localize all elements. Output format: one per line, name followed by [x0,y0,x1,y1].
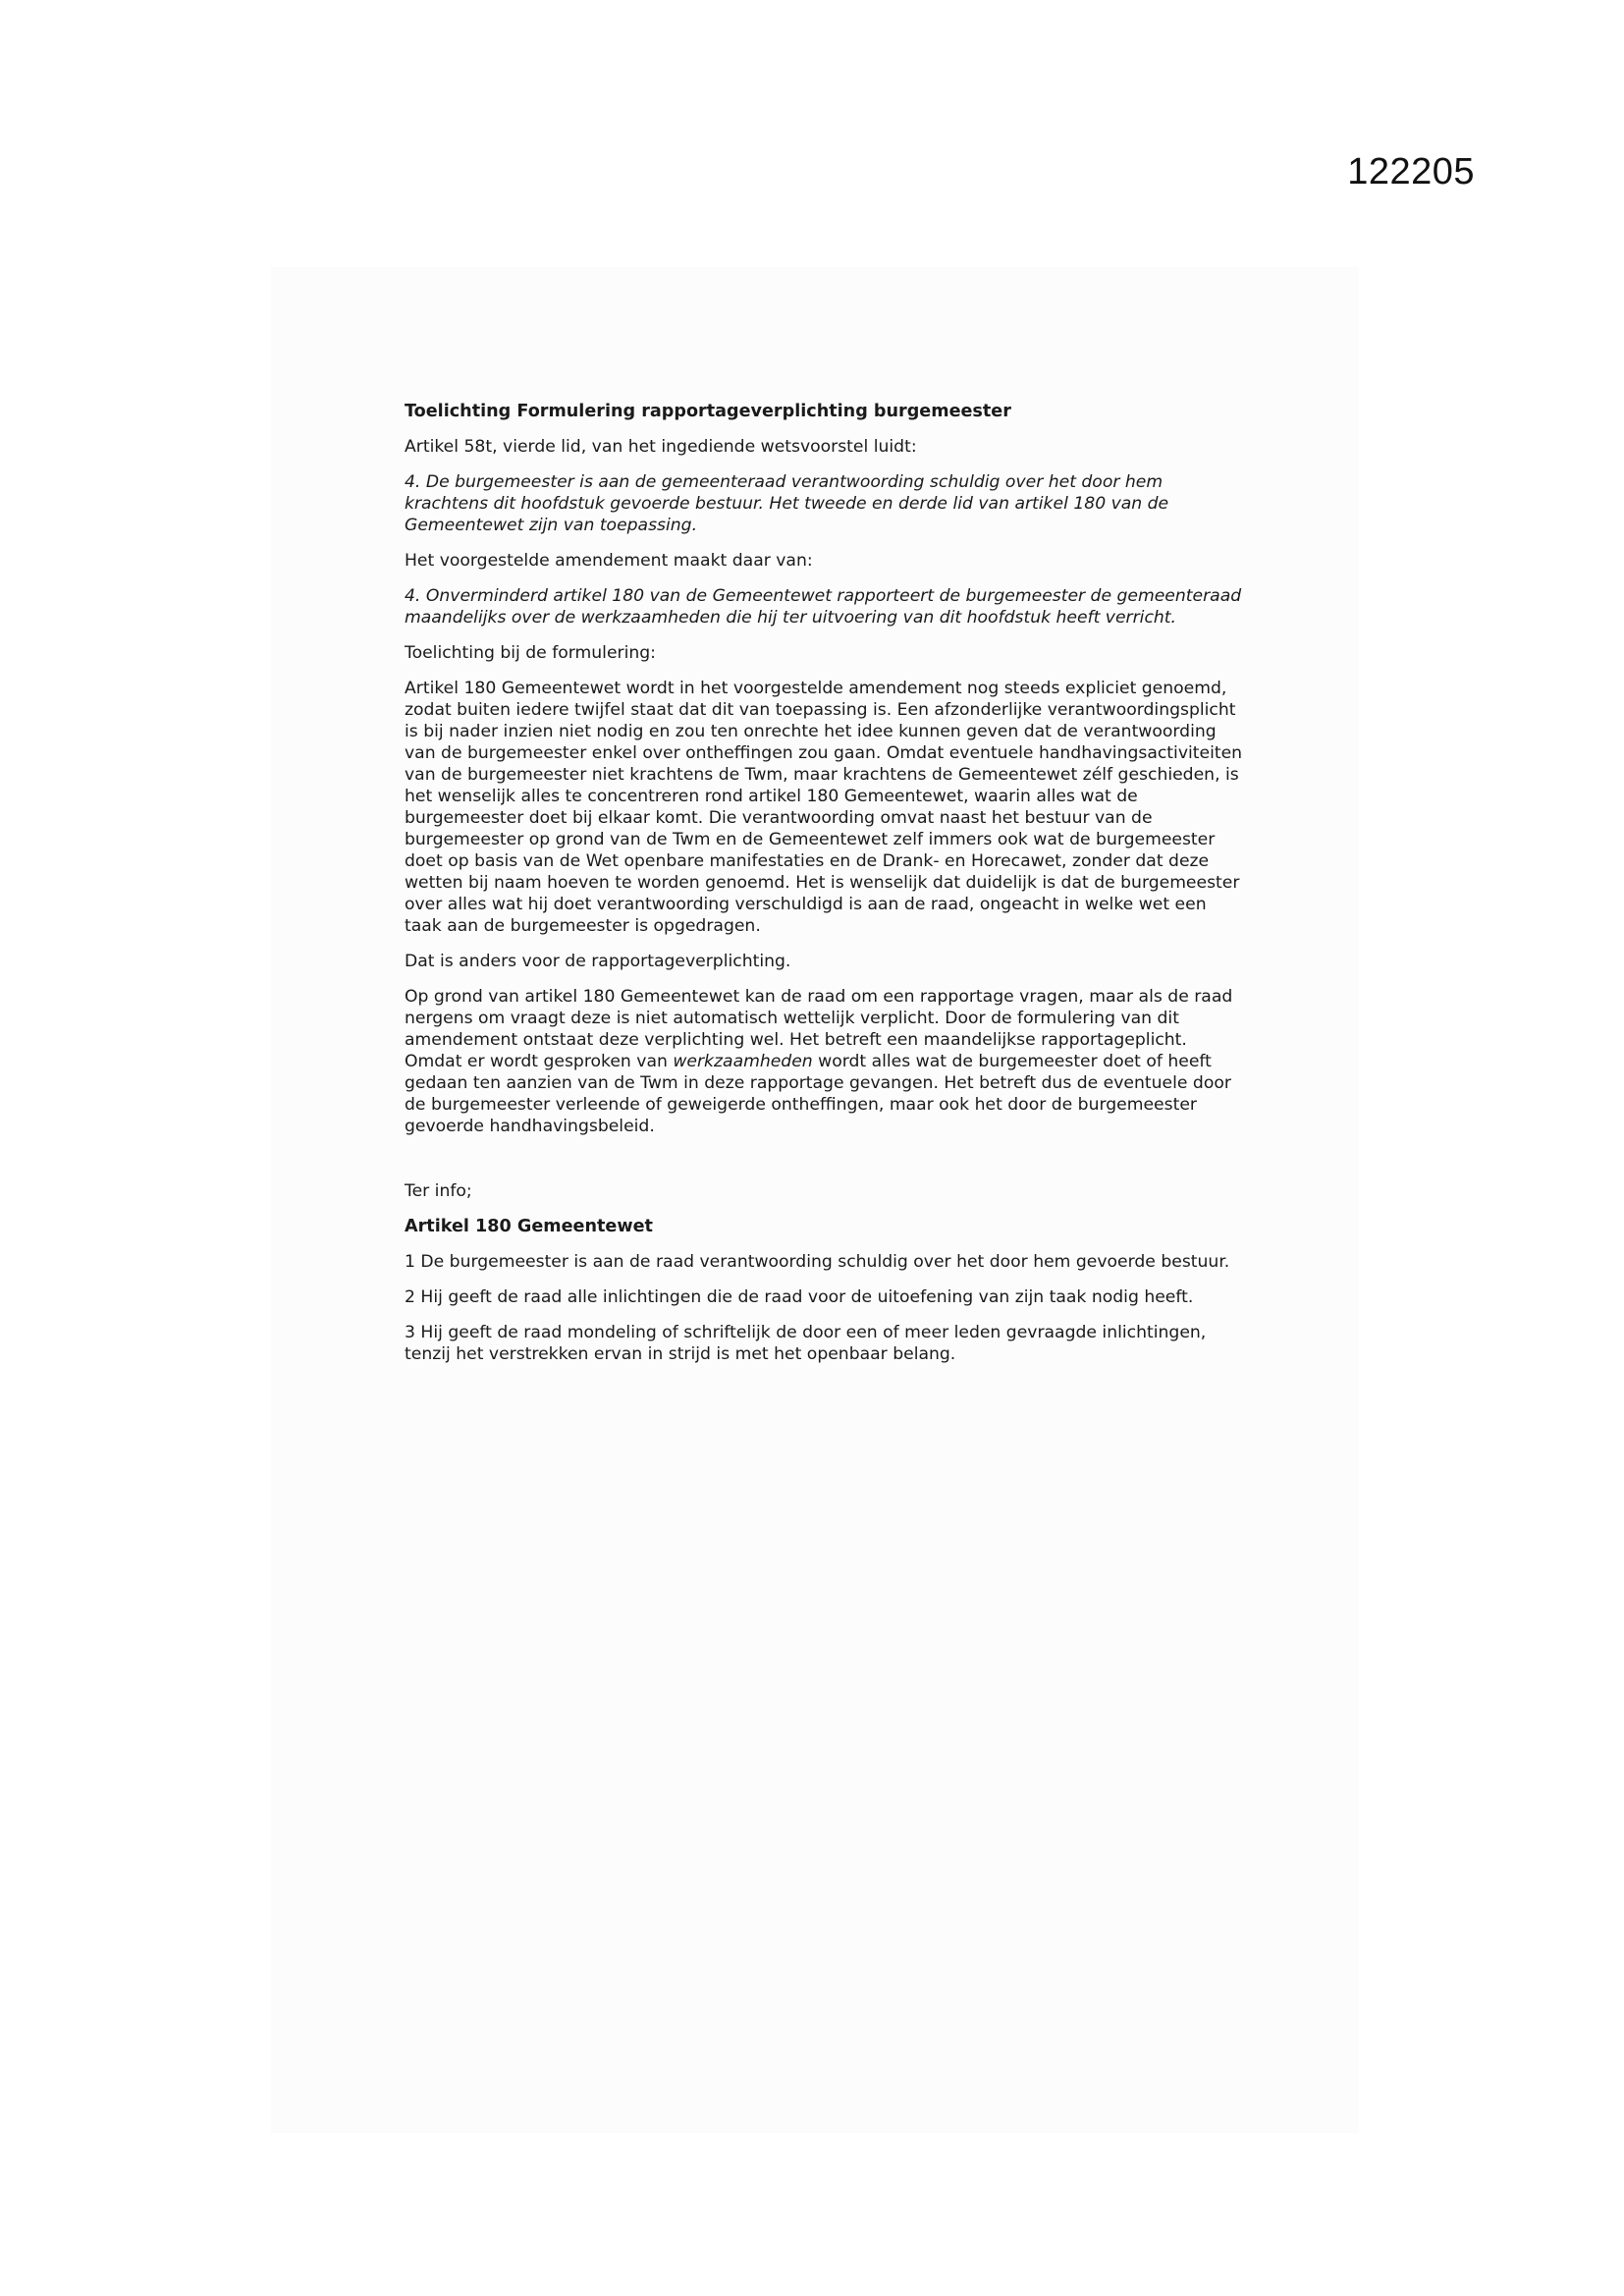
document-number: 122205 [1347,151,1475,192]
amendment-intro: Het voorgestelde amendement maakt daar van: [405,551,813,571]
original-article-text: 4. De burgemeester is aan de gemeenteraad verantwoording schuldig over het door hem krachtens dit hoofdstuk gevoerde bestuur. Het tweede en derde lid van artikel 180 van de Gemeentewet zijn van toepassing. [405,472,1169,535]
explanation-body: Artikel 180 Gemeentewet wordt in het voorgestelde amendement nog steeds expliciet genoemd, zodat buiten iedere twijfel staat dat dit van toepassing is. Een afzonderlijke verantwoordingsplicht is bij nader inzien niet nodig en zou ten onrechte het idee kunnen geven dat de verantwoording van de burgemeester enkel over ontheffingen zou gaan. Omdat eventuele handhavingsactiviteiten van de burgemeester niet krachtens de Twm, maar krachtens de Gemeentewet zélf geschieden, is het wenselijk alles te concentreren rond artikel 180 Gemeentewet, waarin alles wat de burgemeester doet bij elkaar komt. Die verantwoording omvat naast het bestuur van de burgemeester op grond van de Twm en de Gemeentewet zelf immers ook wat de burgemeester doet op basis van de Wet openbare manifestaties en de Drank- en Horecawet, zonder dat deze wetten bij naam hoeven te worden genoemd. Het is wenselijk dat duidelijk is dat de burgemeester over alles wat hij doet verantwoording verschuldigd is aan de raad, ongeacht in welke wet een taak aan de burgemeester is opgedragen. [405,679,1243,936]
reporting-body-part-2: wordt alles wat de burgemeester doet of heeft gedaan ten aanzien van de Twm in deze rapportage gevangen. Het betreft dus de eventuele door de burgemeester verleende of geweigerde ontheffingen, maar ook het door de burgemeester gevoerde handhavingsbeleid. [405,1052,1231,1136]
article-heading: Artikel 180 Gemeentewet [405,1217,653,1236]
document-title: Toelichting Formulering rapportageverplichting burgemeester [405,402,1011,421]
amendment-text: 4. Onverminderd artikel 180 van de Gemeentewet rapporteert de burgemeester de gemeenteraad maandelijks over de werkzaamheden die hij ter uitvoering van dit hoofdstuk heeft verricht. [405,586,1242,628]
explanation-intro: Toelichting bij de formulering: [405,643,656,663]
info-label: Ter info; [405,1181,472,1201]
reporting-body-part-1: Op grond van artikel 180 Gemeentewet kan de raad om een rapportage vragen, maar als de raad nergens om vraagt deze is niet automatisch wettelijk verplicht. Door de formulering van dit amendement ontstaat deze verplichting wel. Het betreft een maandelijkse rapportageplicht. Omdat er wordt gesproken van [405,987,1233,1071]
reporting-body-emphasis: werkzaamheden [673,1052,813,1071]
section-spacer [405,1151,1244,1180]
article-item: 1 De burgemeester is aan de raad verantwoording schuldig over het door hem gevoerde bestuur. [405,1252,1230,1272]
document-content [405,401,1244,1379]
reporting-note: Dat is anders voor de rapportageverplichting. [405,952,791,971]
intro-paragraph: Artikel 58t, vierde lid, van het ingediende wetsvoorstel luidt: [405,437,917,457]
reporting-body [405,986,1244,1137]
article-item: 3 Hij geeft de raad mondeling of schriftelijk de door een of meer leden gevraagde inlichtingen, tenzij het verstrekken ervan in strijd is met het openbaar belang. [405,1323,1207,1364]
article-item: 2 Hij geeft de raad alle inlichtingen die de raad voor de uitoefening van zijn taak nodig heeft. [405,1287,1194,1307]
